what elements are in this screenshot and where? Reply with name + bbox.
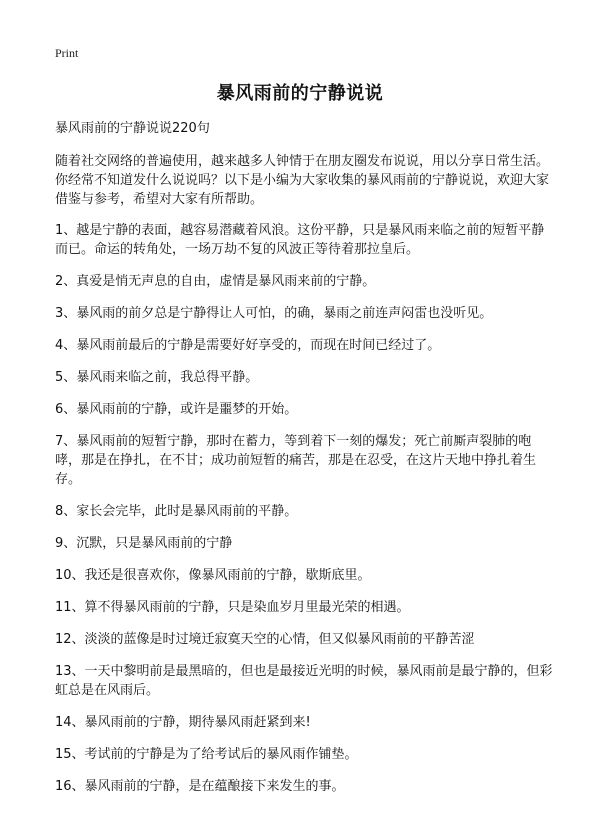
list-item: 11、算不得暴风雨前的宁静，只是染血岁月里最光荣的相遇。 [55, 600, 410, 615]
page-title: 暴风雨前的宁静说说 [216, 83, 384, 104]
list-item: 1、越是宁静的表面，越容易潜藏着风浪。这份平静，只是暴风雨来临之前的短暂平静而已。命运的转角处，一场万劫不复的风波正等待着那拉皇后。 [55, 223, 545, 257]
list-item: 15、考试前的宁静是为了给考试后的暴风雨作铺垫。 [55, 747, 358, 762]
list-item: 5、暴风雨来临之前，我总得平静。 [55, 370, 259, 385]
print-link[interactable]: Print [55, 46, 79, 60]
list-item: 13、一天中黎明前是最黑暗的，但也是最接近光明的时候，暴风雨前是最宁静的，但彩虹总是在风雨后。 [55, 664, 553, 698]
list-item: 12、淡淡的蓝像是时过境迁寂寞天空的心情，但又似暴风雨前的平静苦涩 [55, 632, 475, 647]
list-item: 10、我还是很喜欢你，像暴风雨前的宁静，歇斯底里。 [55, 568, 371, 583]
article-subtitle: 暴风雨前的宁静说说220句 [55, 121, 210, 136]
list-item: 7、暴风雨前的短暂宁静，那时在蓄力，等到着下一刻的爆发；死亡前厮声裂肺的咆哮，那是在挣扎，在不甘；成功前短暂的痛苦，那是在忍受，在这片天地中挣扎着生存。 [55, 434, 537, 487]
list-item: 6、暴风雨前的宁静，或许是噩梦的开始。 [55, 402, 298, 417]
article-body [55, 119, 555, 809]
article-intro: 随着社交网络的普遍使用，越来越多人钟情于在朋友圈发布说说，用以分享日常生活。你经常不知道发什么说说吗？以下是小编为大家收集的暴风雨前的宁静说说，欢迎大家借鉴与参考，希望对大家有所帮助。 [55, 154, 550, 207]
list-item: 3、暴风雨的前夕总是宁静得让人可怕，的确，暴雨之前连声闷雷也没听见。 [55, 306, 493, 321]
list-item: 8、家长会完毕，此时是暴风雨前的平静。 [55, 504, 298, 519]
list-item: 9、沉默，只是暴风雨前的宁静 [55, 536, 233, 551]
list-item: 16、暴风雨前的宁静，是在蕴酿接下来发生的事。 [55, 779, 345, 794]
list-item: 2、真爱是悄无声息的自由，虚情是暴风雨来前的宁静。 [55, 274, 376, 289]
list-item: 4、暴风雨前最后的宁静是需要好好享受的，而现在时间已经过了。 [55, 338, 441, 353]
list-item: 14、暴风雨前的宁静，期待暴风雨赶紧到来! [55, 715, 311, 730]
